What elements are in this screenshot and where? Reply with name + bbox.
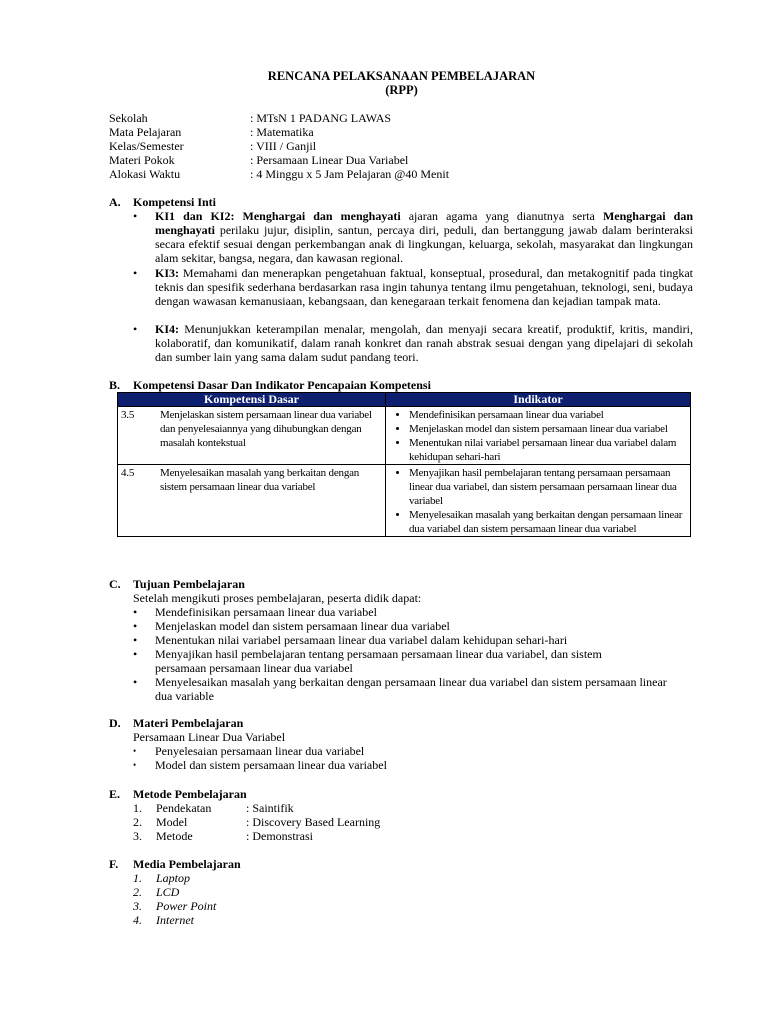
identity-value: : Matematika xyxy=(250,125,314,139)
list-item: Menyajikan hasil pembelajaran tentang persamaan persamaan linear dua variabel, dan sistem persamaan persamaan linear dua variabel xyxy=(155,647,602,675)
bullet-icon: • xyxy=(133,209,138,223)
list-value: : Demonstrasi xyxy=(246,829,313,843)
list-label: Model xyxy=(156,815,188,829)
bullet-icon: • xyxy=(133,266,138,280)
list-number: 1. xyxy=(133,801,142,815)
bullet-icon: • xyxy=(133,633,138,647)
section-a-letter: A. xyxy=(109,195,121,209)
list-item: Internet xyxy=(156,913,194,927)
list-item: Power Point xyxy=(156,899,217,913)
bullet-icon: • xyxy=(133,647,138,661)
ki4-rest: Menunjukkan keterampilan menalar, mengolah, dan menyaji secara kreatif, produktif, kritis, mandiri, kolaboratif, dan komunikatif, dalam ranah konkret dan ranah abstrak sesuai dengan yang dipelajari di sekolah dan sumber lain yang sama dalam sudut pandang teori. xyxy=(155,322,693,364)
indicator-list xyxy=(389,466,687,536)
ki3-lead: KI3: xyxy=(155,266,179,280)
ki1-mid: ajaran agama yang dianutnya serta xyxy=(400,209,603,223)
bullet-icon: • xyxy=(133,675,138,689)
list-item: Penyelesaian persamaan linear dua variabel xyxy=(155,744,365,758)
bullet-icon: • xyxy=(133,619,138,633)
identity-label: Materi Pokok xyxy=(109,153,175,167)
list-item: • Menjelaskan model dan sistem persamaan linear dua variabel xyxy=(409,422,687,436)
identity-value: : 4 Minggu x 5 Jam Pelajaran @40 Menit xyxy=(250,167,450,181)
identity-value: : VIII / Ganjil xyxy=(250,139,317,153)
identity-value: : MTsN 1 PADANG LAWAS xyxy=(250,111,392,125)
section-d-intro: Persamaan Linear Dua Variabel xyxy=(133,730,286,744)
identity-value: : Persamaan Linear Dua Variabel xyxy=(250,153,409,167)
ki3-paragraph xyxy=(155,266,693,308)
table-header-kd: Kompetensi Dasar xyxy=(118,393,386,407)
section-c-letter: C. xyxy=(109,577,121,591)
table-header-row xyxy=(118,393,691,407)
section-a-title: Kompetensi Inti xyxy=(133,195,217,209)
list-number: 4. xyxy=(133,913,142,927)
list-value: : Discovery Based Learning xyxy=(246,815,381,829)
table-cell-indicator xyxy=(386,465,691,537)
list-item: • Mendefinisikan persamaan linear dua variabel xyxy=(409,408,687,422)
table-cell-kd: Menyelesaikan masalah yang berkaitan dengan sistem persamaan linear dua variabel xyxy=(154,465,386,537)
list-number: 1. xyxy=(133,871,142,885)
list-item: Laptop xyxy=(156,871,191,885)
list-label: Metode xyxy=(156,829,193,843)
section-f-letter: F. xyxy=(109,857,119,871)
list-item: • Menyajikan hasil pembelajaran tentang persamaan persamaan linear dua variabel, dan sistem persamaan persamaan linear dua variabel xyxy=(409,466,687,508)
list-item: Menjelaskan model dan sistem persamaan linear dua variabel xyxy=(155,619,450,633)
list-item: • Menentukan nilai variabel persamaan linear dua variabel dalam kehidupan sehari-hari xyxy=(409,436,687,464)
table-cell-kd: Menjelaskan sistem persamaan linear dua variabel dan penyelesaiannya yang dihubungkan dengan masalah kontekstual xyxy=(154,407,386,465)
list-item: LCD xyxy=(156,885,180,899)
list-number: 2. xyxy=(133,885,142,899)
table-row xyxy=(118,407,691,465)
list-item: • Menyelesaikan masalah yang berkaitan dengan persamaan linear dua variabel dan sistem persamaan linear dua variabel xyxy=(409,508,687,536)
table-header-indicator: Indikator xyxy=(386,393,691,407)
ki1-lead: KI1 dan KI2: Menghargai dan menghayati xyxy=(155,209,401,223)
list-number: 2. xyxy=(133,815,142,829)
identity-label: Sekolah xyxy=(109,111,148,125)
bullet-icon: • xyxy=(133,322,138,336)
ki3-rest: Memahami dan menerapkan pengetahuan faktual, konseptual, prosedural, dan metakognitif pada tingkat teknis dan spesifik sederhana berdasarkan rasa ingin tahunya tentang ilmu pengetahuan, teknologi, seni, budaya dengan wawasan kemanusiaan, kebangsaan, dan kenegaraan terkait fenomena dan kejadian tampak mata. xyxy=(155,266,693,308)
bullet-icon: • xyxy=(133,605,138,619)
list-item: Model dan sistem persamaan linear dua variabel xyxy=(155,758,387,772)
section-d-title: Materi Pembelajaran xyxy=(133,716,244,730)
doc-title: RENCANA PELAKSANAAN PEMBELAJARAN xyxy=(267,69,536,83)
table-row xyxy=(118,465,691,537)
list-item: Mendefinisikan persamaan linear dua variabel xyxy=(155,605,377,619)
ki1-bold2: Menghargai dan menghayati xyxy=(155,209,694,237)
section-d-letter: D. xyxy=(109,716,121,730)
section-e-letter: E. xyxy=(109,787,121,801)
section-f-title: Media Pembelajaran xyxy=(133,857,241,871)
section-b-title: Kompetensi Dasar Dan Indikator Pencapaian Kompetensi xyxy=(133,378,431,392)
indicator-list xyxy=(389,408,687,464)
list-label: Pendekatan xyxy=(156,801,212,815)
identity-label: Alokasi Waktu xyxy=(109,167,181,181)
list-value: : Saintifik xyxy=(246,801,294,815)
identity-label: Kelas/Semester xyxy=(109,139,184,153)
list-number: 3. xyxy=(133,899,142,913)
section-e-title: Metode Pembelajaran xyxy=(133,787,247,801)
ki1-rest: perilaku jujur, disiplin, santun, percaya diri, peduli, dan bertanggung jawab dalam berinteraksi secara efektif sesuai dengan perkembangan anak di lingkungan, keluarga, sekolah, masyarakat dan lingkungan alam sekitar, bangsa, negara, dan kawasan regional. xyxy=(155,223,693,265)
list-item: Menyelesaikan masalah yang berkaitan dengan persamaan linear dua variabel dan sistem persamaan linear dua variable xyxy=(155,675,667,703)
bullet-icon: • xyxy=(133,746,137,756)
list-item: Menentukan nilai variabel persamaan linear dua variabel dalam kehidupan sehari-hari xyxy=(155,633,568,647)
section-c-title: Tujuan Pembelajaran xyxy=(133,577,245,591)
bullet-icon: • xyxy=(133,760,137,770)
section-c-intro: Setelah mengikuti proses pembelajaran, peserta didik dapat: xyxy=(133,591,422,605)
section-b-letter: B. xyxy=(109,378,121,392)
kd-indicator-table xyxy=(117,392,691,537)
table-cell-no: 3.5 xyxy=(118,407,155,465)
doc-subtitle: (RPP) xyxy=(385,83,418,97)
list-number: 3. xyxy=(133,829,142,843)
table-cell-indicator xyxy=(386,407,691,465)
table-cell-no: 4.5 xyxy=(118,465,155,537)
ki4-lead: KI4: xyxy=(155,322,179,336)
ki4-paragraph xyxy=(155,322,693,364)
ki1-paragraph xyxy=(155,209,693,265)
identity-label: Mata Pelajaran xyxy=(109,125,182,139)
